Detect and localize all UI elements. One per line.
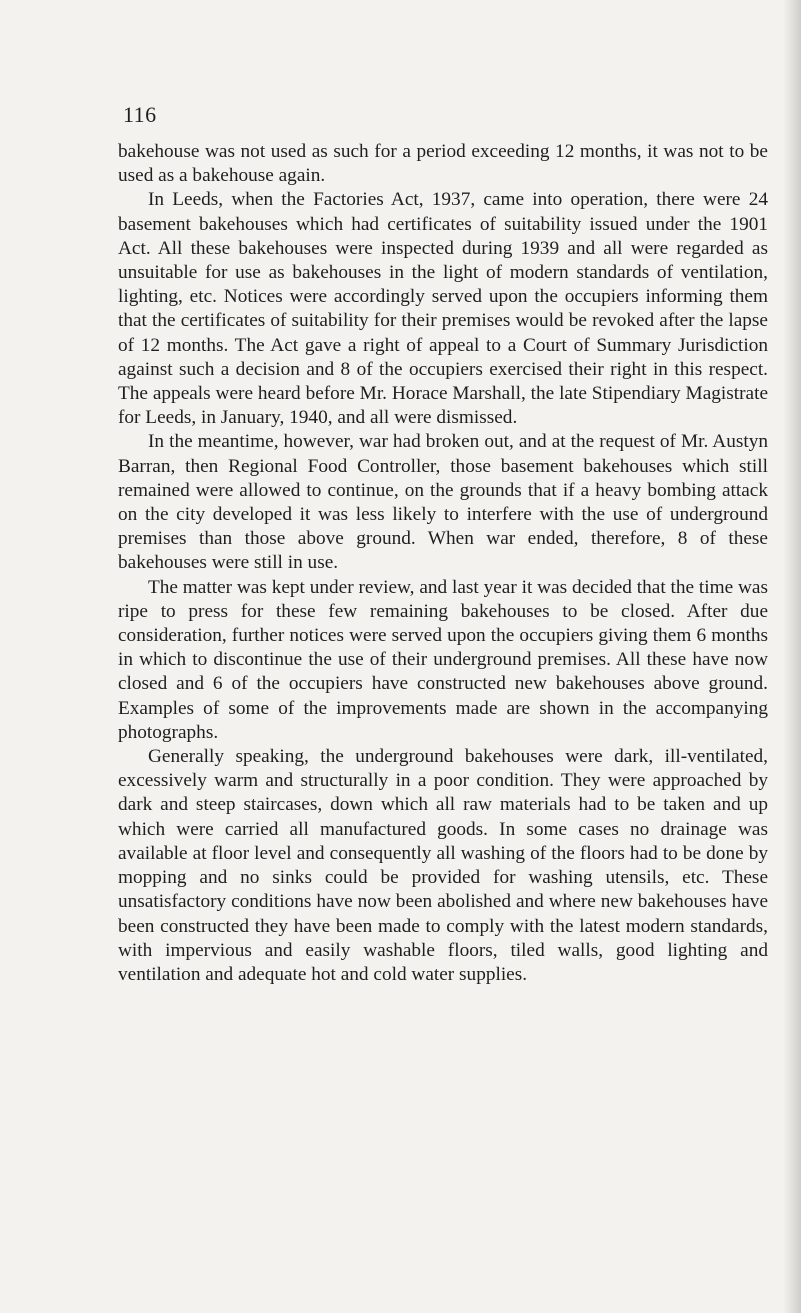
paragraph-5: Generally speaking, the underground bakehouses were dark, ill-ventilated, excessively warm and structurally in a poor condition. They were approached by dark and steep staircases, down which all raw materials had to be taken and up which were carried all manufactured goods. In some cases no drainage was available at floor level and consequently all washing of the floors had to be done by mopping and no sinks could be provided for washing utensils, etc. These unsatisfactory conditions have now been abolished and where new bakehouses have been constructed they have been made to comply with the latest modern standards, with impervious and easily washable floors, tiled walls, good lighting and ventilation and adequate hot and cold water supplies. [118, 746, 768, 985]
paragraph-3: In the meantime, however, war had broken out, and at the request of Mr. Austyn Barran, then Regional Food Controller, those basement bakehouses which still remained were allowed to continue, on the grounds that if a heavy bombing attack on the city developed it was less likely to interfere with the use of underground premises than those above ground. When war ended, therefore, 8 of these bakehouses were still in use. [118, 431, 768, 574]
paragraph-4: The matter was kept under review, and last year it was decided that the time was ripe to press for these few remaining bakehouses to be closed. After due consideration, further notices were served upon the occupiers giving them 6 months in which to discontinue the use of their underground premises. All these have now closed and 6 of the occupiers have constructed new bakehouses above ground. Examples of some of the improvements made are shown in the accompanying photographs. [118, 576, 768, 743]
body-text [118, 140, 768, 987]
paragraph-1: bakehouse was not used as such for a period exceeding 12 months, it was not to be used as a bakehouse again. [118, 141, 768, 187]
page-number: 116 [123, 102, 157, 127]
paragraph-2: In Leeds, when the Factories Act, 1937, came into operation, there were 24 basement bakehouses which had certificates of suitability issued under the 1901 Act. All these bakehouses were inspected during 1939 and all were regarded as unsuitable for use as bakehouses in the light of modern standards of ventilation, lighting, etc. Notices were accordingly served upon the occupiers informing them that the certificates of suitability for their premises would be revoked after the lapse of 12 months. The Act gave a right of appeal to a Court of Summary Jurisdiction against such a decision and 8 of the occupiers exercised their right in this respect. The appeals were heard before Mr. Horace Marshall, the late Stipendiary Magistrate for Leeds, in January, 1940, and all were dismissed. [118, 189, 768, 429]
page-edge-shadow [783, 0, 801, 1313]
